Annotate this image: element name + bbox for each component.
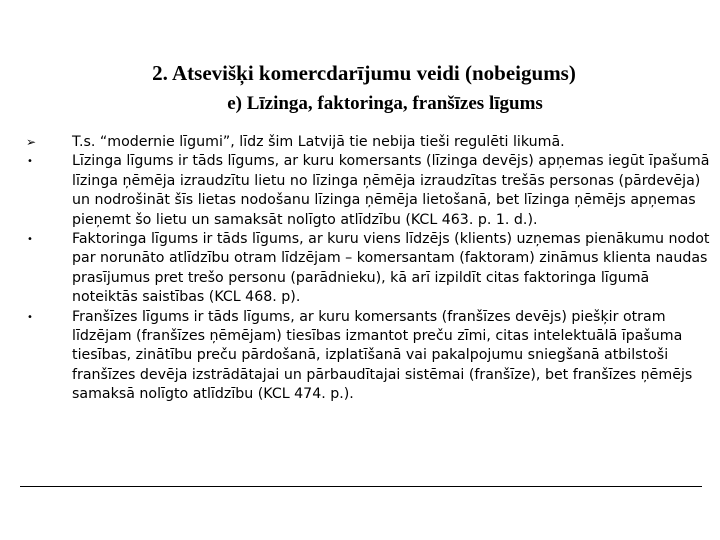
dot-bullet-icon: •	[27, 234, 33, 246]
footer-divider	[20, 486, 702, 487]
arrow-bullet-icon: ➢	[26, 135, 37, 149]
list-item-text: Faktoringa līgums ir tāds līgums, ar kuru viens līdzējs (klients) uzņemas pienākumu nodot par norunāto atlīdzību otram līdzējam – komersantam (faktoram) zināmus klienta naudas prasījumus pret trešo personu (parādnieku), kā arī izpildīt citas faktoringa līgumā noteiktās saistības (KCL 468. p).	[72, 231, 710, 306]
slide-subtitle: e) Līzinga, faktoringa, franšīzes līgums	[227, 93, 543, 114]
list-item-text: Franšīzes līgums ir tāds līgums, ar kuru komersants (franšīzes devējs) piešķir otram līdzējam (franšīzes ņēmējam) tiesības izmantot preču zīmi, citas intelektuālā īpašuma tiesības, zinātību preču pārdošanā, izplatīšanā vai pakalpojumu sniegšanā atbilstoši franšīzes devēja izstrādātajai un pārbaudītajai sistēmai (franšīze), bet franšīzes ņēmējs samaksā nolīgto atlīdzību (KCL 474. p.).	[72, 308, 693, 403]
list-item-franchise	[26, 308, 716, 405]
list-item-factoring	[26, 230, 716, 308]
dot-bullet-icon: •	[27, 311, 33, 323]
list-item-intro	[26, 133, 716, 152]
content-list	[26, 133, 716, 405]
slide-title: 2. Atsevišķi komercdarījumu veidi (nobeigums)	[152, 61, 576, 85]
dot-bullet-icon: •	[27, 156, 33, 168]
list-item-text: Līzinga līgums ir tāds līgums, ar kuru komersants (līzinga devējs) apņemas iegūt īpašumā līzinga ņēmēja izraudzītu lietu no līzinga ņēmēja izraudzītas trešās personas (pārdevēja) un nodrošināt šīs lietas nodošanu līzinga ņēmēja lietošanā, bet līzinga ņēmējs apņemas pieņemt šo lietu un samaksāt nolīgto atlīdzību (KCL 463. p. 1. d.).	[72, 153, 710, 228]
list-item-text: T.s. “modernie līgumi”, līdz šim Latvijā tie nebija tieši regulēti likumā.	[72, 134, 565, 150]
list-item-leasing	[26, 152, 716, 230]
